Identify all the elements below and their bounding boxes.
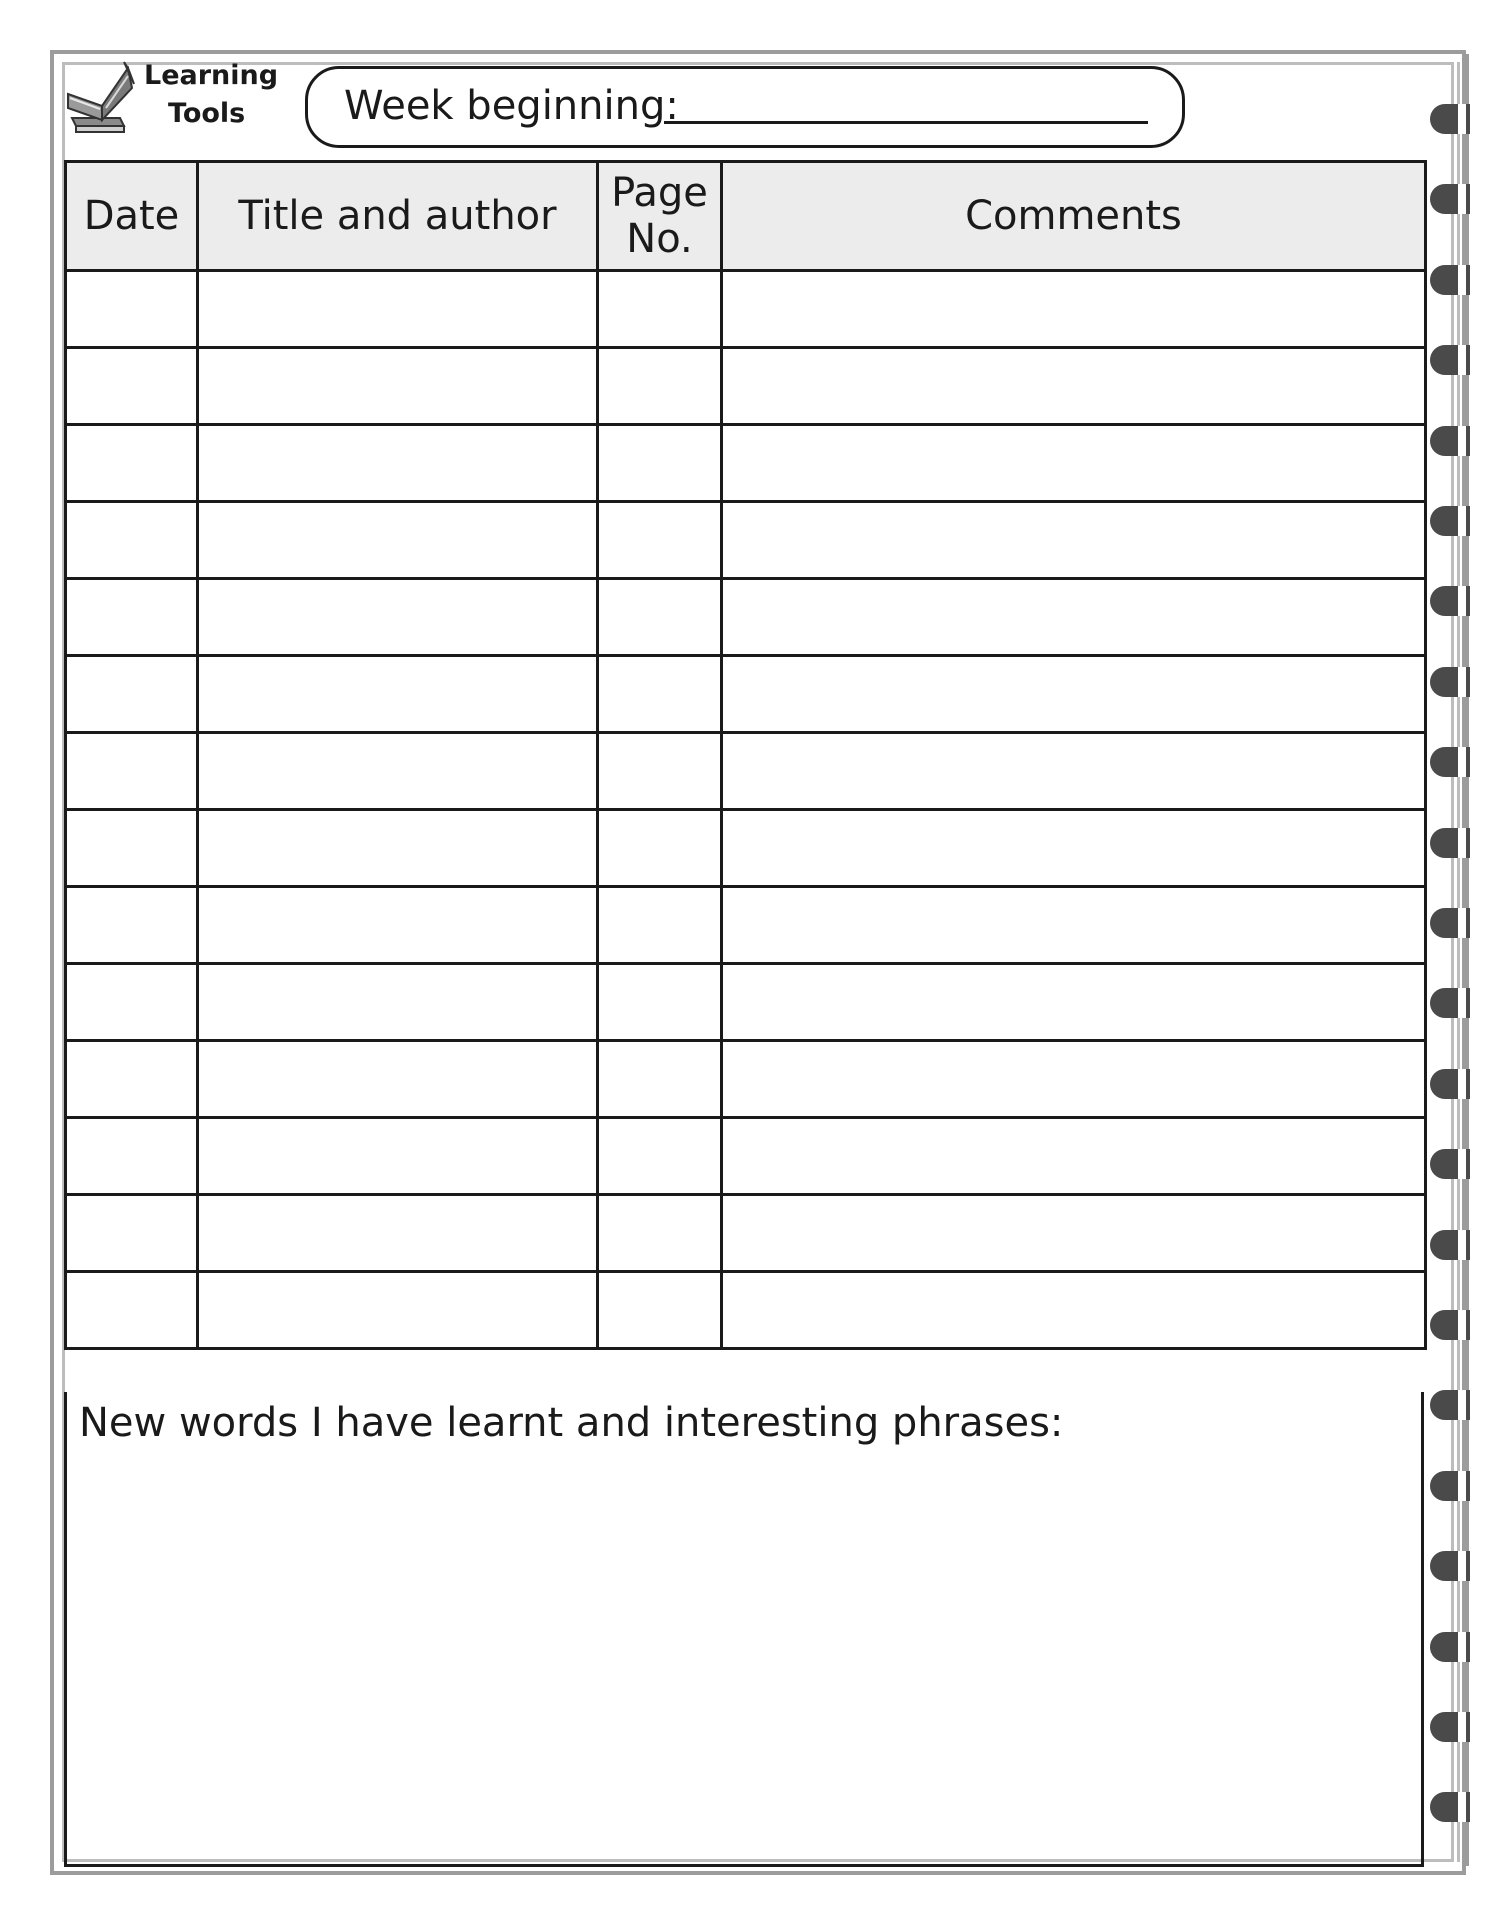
comments-cell[interactable] <box>722 425 1426 502</box>
binding-ring <box>1430 828 1470 858</box>
table-row <box>66 964 1426 1041</box>
date-cell[interactable] <box>66 1195 198 1272</box>
table-row <box>66 733 1426 810</box>
date-cell[interactable] <box>66 579 198 656</box>
binding-ring <box>1430 506 1470 536</box>
table-row <box>66 656 1426 733</box>
comments-cell[interactable] <box>722 733 1426 810</box>
table-row <box>66 425 1426 502</box>
date-cell[interactable] <box>66 733 198 810</box>
binding-ring <box>1430 908 1470 938</box>
binding-ring <box>1430 184 1470 214</box>
comments-cell[interactable] <box>722 1118 1426 1195</box>
comments-cell[interactable] <box>722 502 1426 579</box>
binding-ring <box>1430 988 1470 1018</box>
comments-cell[interactable] <box>722 1272 1426 1349</box>
binding-ring <box>1430 667 1470 697</box>
title-author-cell[interactable] <box>198 579 598 656</box>
title-author-cell[interactable] <box>198 425 598 502</box>
title-author-cell[interactable] <box>198 810 598 887</box>
title-author-cell[interactable] <box>198 1272 598 1349</box>
binding-ring <box>1430 1712 1470 1742</box>
page-no-cell[interactable] <box>598 887 722 964</box>
binding-spine-outer <box>1465 54 1469 1866</box>
page-no-cell[interactable] <box>598 579 722 656</box>
page-no-cell[interactable] <box>598 271 722 348</box>
date-cell[interactable] <box>66 1041 198 1118</box>
date-cell[interactable] <box>66 656 198 733</box>
page-no-cell[interactable] <box>598 425 722 502</box>
title-author-cell[interactable] <box>198 348 598 425</box>
books-icon <box>62 58 144 138</box>
date-cell[interactable] <box>66 1272 198 1349</box>
comments-cell[interactable] <box>722 1041 1426 1118</box>
table-row <box>66 348 1426 425</box>
comments-cell[interactable] <box>722 1195 1426 1272</box>
title-author-cell[interactable] <box>198 1195 598 1272</box>
date-cell[interactable] <box>66 887 198 964</box>
title-author-cell[interactable] <box>198 887 598 964</box>
page-no-cell[interactable] <box>598 1195 722 1272</box>
binding-ring <box>1430 104 1470 134</box>
date-cell[interactable] <box>66 1118 198 1195</box>
new-words-box[interactable] <box>64 1392 1424 1867</box>
binding-ring <box>1430 1069 1470 1099</box>
title-author-cell[interactable] <box>198 1041 598 1118</box>
reading-log-table <box>64 160 1427 1350</box>
date-cell[interactable] <box>66 348 198 425</box>
title-author-cell[interactable] <box>198 733 598 810</box>
page-no-cell[interactable] <box>598 656 722 733</box>
header-page-no: Page No. <box>598 162 722 271</box>
week-beginning-box <box>305 66 1185 148</box>
table-row <box>66 1118 1426 1195</box>
page-no-cell[interactable] <box>598 1041 722 1118</box>
page-no-cell[interactable] <box>598 348 722 425</box>
header-date: Date <box>66 162 198 271</box>
page-no-cell[interactable] <box>598 810 722 887</box>
learning-tools-logo <box>62 56 279 146</box>
date-cell[interactable] <box>66 271 198 348</box>
comments-cell[interactable] <box>722 579 1426 656</box>
logo-text-learning: Learning <box>144 60 279 91</box>
page-no-cell[interactable] <box>598 1118 722 1195</box>
binding-ring <box>1430 1230 1470 1260</box>
comments-cell[interactable] <box>722 348 1426 425</box>
date-cell[interactable] <box>66 502 198 579</box>
comments-cell[interactable] <box>722 887 1426 964</box>
table-row <box>66 810 1426 887</box>
binding-ring <box>1430 1390 1470 1420</box>
comments-cell[interactable] <box>722 271 1426 348</box>
binding-ring <box>1430 1632 1470 1662</box>
page-no-cell[interactable] <box>598 733 722 810</box>
table-header-row <box>66 162 1426 271</box>
page-no-cell[interactable] <box>598 1272 722 1349</box>
logo-text-tools: Tools <box>168 98 246 129</box>
comments-cell[interactable] <box>722 810 1426 887</box>
week-beginning-input-line[interactable] <box>664 121 1148 124</box>
binding-ring <box>1430 1471 1470 1501</box>
table-body <box>66 271 1426 1349</box>
comments-cell[interactable] <box>722 656 1426 733</box>
header-title-and-author: Title and author <box>198 162 598 271</box>
binding-ring <box>1430 1792 1470 1822</box>
week-beginning-label: Week beginning: <box>344 83 679 129</box>
table-row <box>66 1195 1426 1272</box>
title-author-cell[interactable] <box>198 502 598 579</box>
binding-ring <box>1430 426 1470 456</box>
title-author-cell[interactable] <box>198 271 598 348</box>
title-author-cell[interactable] <box>198 1118 598 1195</box>
table-row <box>66 502 1426 579</box>
binding-ring <box>1430 1310 1470 1340</box>
page-no-cell[interactable] <box>598 964 722 1041</box>
table-row <box>66 1272 1426 1349</box>
binding-ring <box>1430 586 1470 616</box>
title-author-cell[interactable] <box>198 656 598 733</box>
binding-ring <box>1430 345 1470 375</box>
new-words-label: New words I have learnt and interesting phrases: <box>79 1400 1064 1446</box>
binding-ring <box>1430 265 1470 295</box>
binding-ring <box>1430 1551 1470 1581</box>
table-row <box>66 887 1426 964</box>
comments-cell[interactable] <box>722 964 1426 1041</box>
date-cell[interactable] <box>66 425 198 502</box>
date-cell[interactable] <box>66 810 198 887</box>
title-author-cell[interactable] <box>198 964 598 1041</box>
header-comments: Comments <box>722 162 1426 271</box>
page-no-cell[interactable] <box>598 502 722 579</box>
table-row <box>66 579 1426 656</box>
table-row <box>66 1041 1426 1118</box>
binding-spine-inner <box>1457 62 1460 1862</box>
binding-ring <box>1430 1149 1470 1179</box>
table-row <box>66 271 1426 348</box>
binding-ring <box>1430 747 1470 777</box>
date-cell[interactable] <box>66 964 198 1041</box>
